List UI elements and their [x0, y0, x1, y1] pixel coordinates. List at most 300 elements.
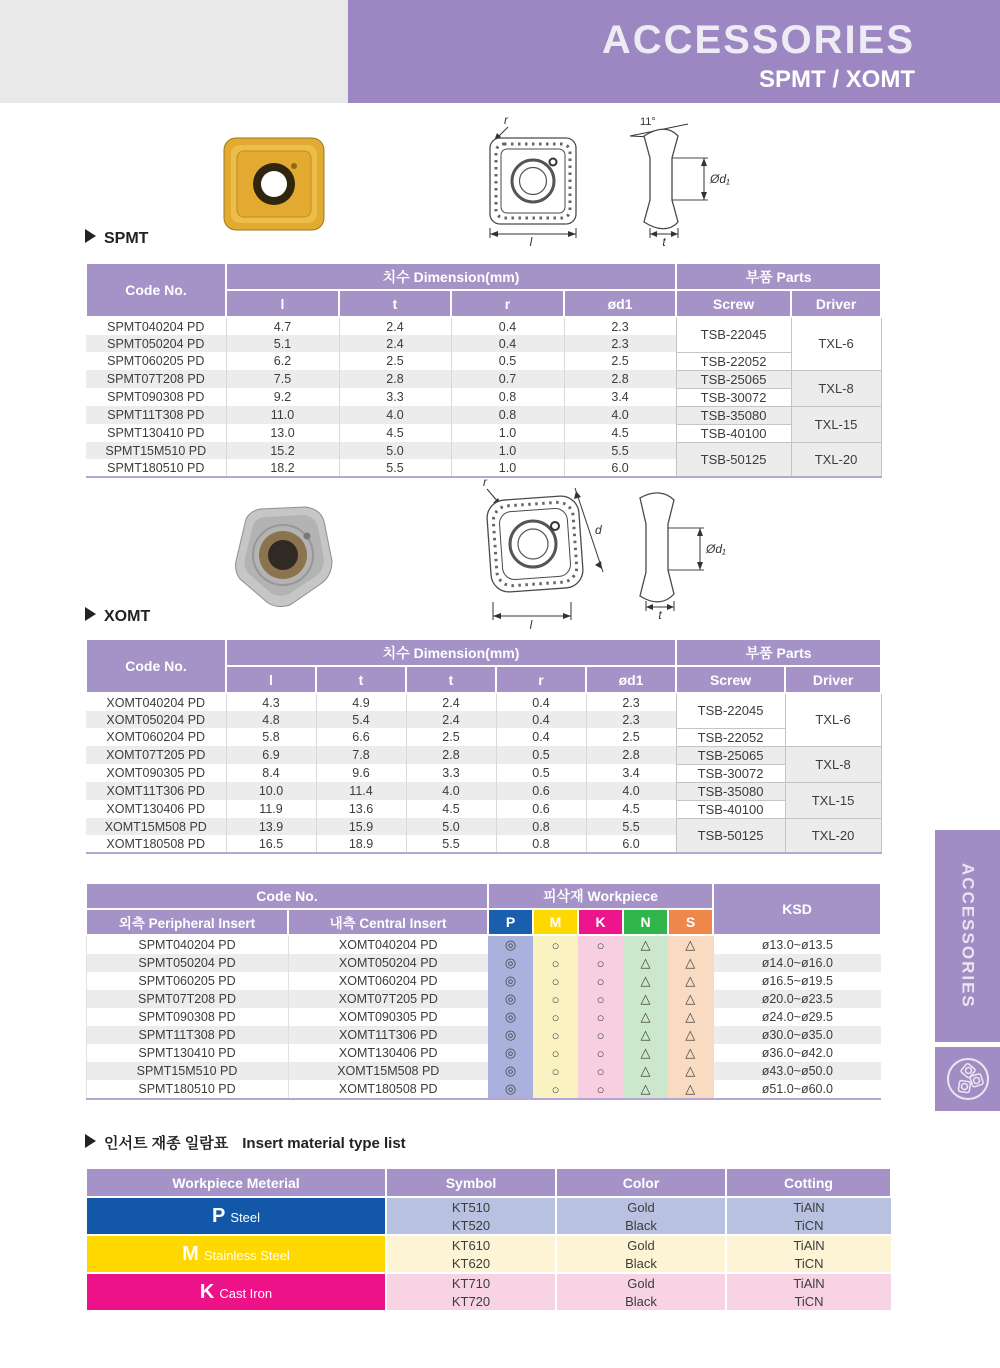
- dimension-cell: 18.2: [226, 459, 339, 477]
- compat-row: [86, 1008, 881, 1026]
- dimension-cell: 4.5: [406, 800, 496, 818]
- code-cell: XOMT050204 PD: [86, 711, 226, 728]
- mat-col-material: Workpiece Meterial: [86, 1168, 386, 1197]
- workpiece-mark-cell: △: [668, 1062, 713, 1080]
- workpiece-mark-cell: ◎: [488, 935, 533, 954]
- dimension-cell: 6.2: [226, 352, 339, 370]
- dimension-cell: 7.5: [226, 370, 339, 388]
- code-cell: XOMT15M508 PD: [86, 818, 226, 835]
- xomt-top-view-drawing: [455, 472, 610, 632]
- material-symbol: K: [199, 1280, 215, 1303]
- compat-row: [86, 935, 881, 954]
- dim-label-r: r: [483, 475, 487, 489]
- peripheral-insert-cell: SPMT050204 PD: [86, 954, 288, 972]
- compatibility-table: [85, 882, 882, 1100]
- dimension-cell: 0.8: [496, 818, 586, 835]
- dimension-cell: 1.0: [451, 459, 564, 477]
- workpiece-mark-cell: △: [623, 1080, 668, 1099]
- xomt-col-od1: ød1: [586, 666, 676, 693]
- compat-col-code: Code No.: [86, 883, 488, 909]
- material-cell: [86, 1197, 386, 1235]
- compat-row: [86, 972, 881, 990]
- compat-row: [86, 1026, 881, 1044]
- xomt-col-t2: t: [406, 666, 496, 693]
- driver-cell: TXL-8: [791, 370, 881, 406]
- workpiece-mark-cell: △: [668, 972, 713, 990]
- workpiece-mark-cell: △: [623, 954, 668, 972]
- workpiece-mark-cell: ○: [533, 1026, 578, 1044]
- dimension-cell: 5.0: [339, 442, 451, 459]
- section-marker-icon: [85, 229, 96, 243]
- dimension-cell: 2.8: [564, 370, 676, 388]
- code-cell: XOMT130406 PD: [106, 802, 206, 816]
- dimension-cell: 1.0: [451, 424, 564, 442]
- code-cell: XOMT07T205 PD: [86, 746, 226, 764]
- screw-cell: TSB-25065: [676, 746, 785, 764]
- ksd-cell: ø36.0~ø42.0: [713, 1044, 881, 1062]
- ksd-cell: ø24.0~ø29.5: [713, 1008, 881, 1026]
- compat-row: [86, 1062, 881, 1080]
- dimension-cell: 13.9: [226, 818, 316, 835]
- spmt-col-code: Code No.: [86, 263, 226, 317]
- dimension-cell: 2.8: [339, 370, 451, 388]
- peripheral-insert-cell: SPMT180510 PD: [86, 1080, 288, 1099]
- workpiece-mark-cell: ◎: [488, 1080, 533, 1099]
- screw-cell: TSB-35080: [676, 782, 785, 800]
- dimension-cell: 0.6: [496, 782, 586, 800]
- dimension-cell: 0.8: [451, 406, 564, 424]
- central-insert-cell: XOMT130406 PD: [288, 1044, 488, 1062]
- color-cell: Black: [556, 1292, 726, 1310]
- screws-circle-icon: [935, 1047, 1000, 1111]
- dimension-cell: 18.9: [316, 835, 406, 853]
- section-marker-icon: [85, 1134, 96, 1148]
- material-name: Cast Iron: [219, 1285, 273, 1301]
- workpiece-mark-cell: △: [623, 972, 668, 990]
- spmt-section-label: SPMT: [85, 229, 148, 248]
- dimension-cell: 11.9: [226, 800, 316, 818]
- peripheral-insert-cell: SPMT11T308 PD: [86, 1026, 288, 1044]
- dim-label-angle: 11°: [640, 116, 656, 128]
- dimension-cell: 2.4: [406, 693, 496, 711]
- workpiece-mark-cell: ○: [578, 954, 623, 972]
- dimension-cell: 13.6: [316, 800, 406, 818]
- central-insert-cell: XOMT060204 PD: [288, 972, 488, 990]
- dimension-cell: 5.5: [586, 818, 676, 835]
- workpiece-mark-cell: △: [668, 1044, 713, 1062]
- driver-cell: TXL-15: [791, 406, 881, 442]
- workpiece-mark-cell: ○: [533, 990, 578, 1008]
- spmt-col-l: l: [226, 290, 339, 317]
- workpiece-mark-cell: ◎: [488, 990, 533, 1008]
- xomt-col-t1: t: [316, 666, 406, 693]
- materials-section-label-en: Insert material type list: [242, 1135, 406, 1152]
- dimension-cell: 7.8: [316, 746, 406, 764]
- xomt-insert-photo: [222, 495, 342, 617]
- workpiece-mark-cell: ○: [578, 1062, 623, 1080]
- xomt-row: [86, 764, 881, 782]
- workpiece-mark-cell: △: [668, 935, 713, 954]
- xomt-col-l: l: [226, 666, 316, 693]
- dimension-cell: 2.4: [339, 335, 451, 352]
- workpiece-mark-cell: △: [623, 935, 668, 954]
- xomt-col-code: Code No.: [86, 639, 226, 693]
- workpiece-mark-cell: ○: [533, 1008, 578, 1026]
- code-cell: SPMT040204 PD: [107, 319, 205, 334]
- workpiece-mark-cell: ◎: [488, 972, 533, 990]
- workpiece-mark-cell: ○: [578, 1026, 623, 1044]
- peripheral-insert-cell: SPMT07T208 PD: [86, 990, 288, 1008]
- workpiece-mark-cell: ○: [578, 1080, 623, 1099]
- screw-cell: TSB-40100: [676, 800, 785, 818]
- screw-cell: TSB-30072: [676, 764, 785, 782]
- spmt-row: [86, 424, 881, 442]
- driver-cell: TXL-6: [791, 317, 881, 370]
- dimension-cell: 4.5: [339, 424, 451, 442]
- dimension-cell: 6.0: [564, 459, 676, 477]
- mat-col-color: Color: [556, 1168, 726, 1197]
- spmt-col-od1: ød1: [564, 290, 676, 317]
- color-cell: Black: [556, 1254, 726, 1273]
- spmt-row: [86, 317, 881, 335]
- central-insert-cell: XOMT040204 PD: [288, 935, 488, 954]
- materials-table: [85, 1167, 892, 1310]
- xomt-row: [86, 746, 881, 764]
- dimension-cell: 4.5: [564, 424, 676, 442]
- dimension-cell: 2.5: [564, 352, 676, 370]
- driver-cell: TXL-20: [785, 818, 881, 853]
- screw-cell: TSB-30072: [676, 388, 791, 406]
- xomt-col-parts: 부품 Parts: [676, 639, 881, 666]
- dimension-cell: 2.3: [586, 693, 676, 711]
- spmt-col-t: t: [339, 290, 451, 317]
- xomt-row: [86, 818, 881, 835]
- peripheral-insert-cell: SPMT040204 PD: [86, 935, 288, 954]
- workpiece-mark-cell: ○: [578, 1044, 623, 1062]
- dimension-cell: 4.9: [316, 693, 406, 711]
- screw-cell: TSB-40100: [676, 424, 791, 442]
- mat-col-cotting: Cotting: [726, 1168, 891, 1197]
- peripheral-insert-cell: SPMT15M510 PD: [86, 1062, 288, 1080]
- workpiece-col-n: N: [623, 909, 668, 935]
- ksd-cell: ø20.0~ø23.5: [713, 990, 881, 1008]
- cotting-cell: TiAlN: [726, 1235, 891, 1254]
- workpiece-mark-cell: ◎: [488, 954, 533, 972]
- material-name: Steel: [230, 1209, 260, 1225]
- central-insert-cell: XOMT15M508 PD: [288, 1062, 488, 1080]
- ksd-cell: ø14.0~ø16.0: [713, 954, 881, 972]
- spmt-col-driver: Driver: [791, 290, 881, 317]
- screw-cell: TSB-35080: [676, 406, 791, 424]
- central-insert-cell: XOMT180508 PD: [288, 1080, 488, 1099]
- dim-label-d: d: [595, 523, 602, 537]
- spmt-row: [86, 388, 881, 406]
- code-cell: SPMT07T208 PD: [86, 370, 226, 388]
- symbol-cell: KT720: [386, 1292, 556, 1310]
- dimension-cell: 6.6: [316, 728, 406, 746]
- workpiece-mark-cell: △: [668, 1026, 713, 1044]
- screw-cell: TSB-22045: [676, 317, 791, 352]
- dimension-cell: 0.7: [451, 370, 564, 388]
- code-cell: SPMT180510 PD: [107, 460, 205, 475]
- dimension-cell: 3.4: [564, 388, 676, 406]
- symbol-cell: KT520: [386, 1216, 556, 1235]
- dimension-cell: 13.0: [226, 424, 339, 442]
- dimension-cell: 4.0: [339, 406, 451, 424]
- workpiece-mark-cell: ○: [578, 972, 623, 990]
- compat-row: [86, 1044, 881, 1062]
- workpiece-mark-cell: △: [623, 1044, 668, 1062]
- dimension-cell: 2.8: [406, 746, 496, 764]
- spmt-table: [85, 262, 882, 478]
- driver-cell: TXL-6: [785, 693, 881, 746]
- compat-col-workpiece: 피삭재 Workpiece: [488, 883, 713, 909]
- dimension-cell: 5.0: [406, 818, 496, 835]
- dimension-cell: 2.4: [406, 711, 496, 728]
- dimension-cell: 11.4: [316, 782, 406, 800]
- spmt-row: [86, 370, 881, 388]
- dimension-cell: 4.5: [586, 800, 676, 818]
- screw-cell: TSB-22052: [676, 352, 791, 370]
- code-cell: XOMT11T306 PD: [86, 782, 226, 800]
- workpiece-mark-cell: ○: [533, 1062, 578, 1080]
- dimension-cell: 0.5: [496, 746, 586, 764]
- dimension-cell: 4.3: [226, 693, 316, 711]
- material-name: Stainless Steel: [203, 1247, 290, 1263]
- workpiece-mark-cell: ○: [533, 1080, 578, 1099]
- dimension-cell: 4.0: [406, 782, 496, 800]
- dim-label-t: t: [658, 608, 662, 620]
- dimension-cell: 0.8: [451, 388, 564, 406]
- cotting-cell: TiCN: [726, 1254, 891, 1273]
- dimension-cell: 2.3: [586, 711, 676, 728]
- material-symbol: P: [212, 1204, 226, 1227]
- spmt-col-parts: 부품 Parts: [676, 263, 881, 290]
- screw-cell: TSB-50125: [676, 818, 785, 853]
- code-cell: SPMT090308 PD: [107, 390, 205, 404]
- workpiece-col-m: M: [533, 909, 578, 935]
- dimension-cell: 10.0: [226, 782, 316, 800]
- material-row: [86, 1273, 891, 1292]
- dim-label-l: l: [529, 618, 533, 632]
- xomt-row: [86, 800, 881, 818]
- color-cell: Black: [556, 1216, 726, 1235]
- central-insert-cell: XOMT07T205 PD: [288, 990, 488, 1008]
- peripheral-insert-cell: SPMT130410 PD: [86, 1044, 288, 1062]
- dimension-cell: 0.5: [496, 764, 586, 782]
- ksd-cell: ø13.0~ø13.5: [713, 935, 881, 954]
- code-cell: SPMT130410 PD: [107, 426, 205, 440]
- xomt-row: [86, 693, 881, 711]
- material-row: [86, 1197, 891, 1216]
- ksd-cell: ø51.0~ø60.0: [713, 1080, 881, 1099]
- material-symbol: M: [182, 1242, 199, 1265]
- xomt-col-screw: Screw: [676, 666, 785, 693]
- workpiece-mark-cell: ◎: [488, 1062, 533, 1080]
- workpiece-col-s: S: [668, 909, 713, 935]
- workpiece-mark-cell: △: [668, 1008, 713, 1026]
- driver-cell: TXL-8: [785, 746, 881, 782]
- dimension-cell: 9.6: [316, 764, 406, 782]
- dimension-cell: 2.8: [586, 746, 676, 764]
- dimension-cell: 15.9: [316, 818, 406, 835]
- central-insert-cell: XOMT11T306 PD: [288, 1026, 488, 1044]
- dimension-cell: 3.3: [339, 388, 451, 406]
- dimension-cell: 2.4: [339, 317, 451, 335]
- dimension-cell: 6.9: [226, 746, 316, 764]
- dimension-cell: 2.5: [339, 352, 451, 370]
- workpiece-mark-cell: △: [623, 1026, 668, 1044]
- compat-row: [86, 990, 881, 1008]
- symbol-cell: KT510: [386, 1197, 556, 1216]
- workpiece-mark-cell: ◎: [488, 1008, 533, 1026]
- dimension-cell: 1.0: [451, 442, 564, 459]
- dimension-cell: 5.1: [226, 335, 339, 352]
- workpiece-col-k: K: [578, 909, 623, 935]
- side-tab-icon-block: [935, 1047, 1000, 1111]
- screw-cell: TSB-50125: [676, 442, 791, 477]
- dimension-cell: 0.4: [496, 711, 586, 728]
- spmt-col-screw: Screw: [676, 290, 791, 317]
- dimension-cell: 3.4: [586, 764, 676, 782]
- spmt-col-dimension: 치수 Dimension(mm): [226, 263, 676, 290]
- spmt-side-view-drawing: [612, 112, 734, 247]
- compat-row: [86, 1080, 881, 1099]
- compat-col-ksd: KSD: [713, 883, 881, 935]
- code-cell: XOMT180508 PD: [106, 836, 206, 851]
- header-band: [348, 0, 1000, 103]
- dimension-cell: 5.5: [406, 835, 496, 853]
- dimension-cell: 4.0: [564, 406, 676, 424]
- dimension-cell: 0.6: [496, 800, 586, 818]
- dim-label-l: l: [529, 235, 533, 247]
- workpiece-mark-cell: △: [623, 1062, 668, 1080]
- dimension-cell: 4.7: [226, 317, 339, 335]
- workpiece-mark-cell: ○: [578, 990, 623, 1008]
- dimension-cell: 2.5: [406, 728, 496, 746]
- xomt-side-view-drawing: [608, 480, 730, 620]
- page-title: ACCESSORIES: [601, 18, 915, 62]
- symbol-cell: KT620: [386, 1254, 556, 1273]
- dimension-cell: 4.0: [586, 782, 676, 800]
- dim-label-od1: Ød₁: [710, 172, 730, 186]
- dim-label-od1: Ød₁: [706, 542, 726, 556]
- dimension-cell: 8.4: [226, 764, 316, 782]
- screw-cell: TSB-25065: [676, 370, 791, 388]
- ksd-cell: ø30.0~ø35.0: [713, 1026, 881, 1044]
- code-cell: SPMT050204 PD: [86, 335, 226, 352]
- xomt-col-driver: Driver: [785, 666, 881, 693]
- page-subtitle: SPMT / XOMT: [759, 66, 915, 93]
- workpiece-mark-cell: ○: [533, 935, 578, 954]
- spmt-row: [86, 442, 881, 459]
- dimension-cell: 0.5: [451, 352, 564, 370]
- symbol-cell: KT610: [386, 1235, 556, 1254]
- compat-row: [86, 954, 881, 972]
- material-cell: [86, 1235, 386, 1273]
- color-cell: Gold: [556, 1273, 726, 1292]
- xomt-section-label: XOMT: [85, 607, 150, 626]
- dimension-cell: 5.8: [226, 728, 316, 746]
- driver-cell: TXL-15: [785, 782, 881, 818]
- dimension-cell: 2.3: [564, 317, 676, 335]
- material-row: [86, 1235, 891, 1254]
- central-insert-cell: XOMT050204 PD: [288, 954, 488, 972]
- dimension-cell: 2.3: [564, 335, 676, 352]
- cotting-cell: TiCN: [726, 1216, 891, 1235]
- peripheral-insert-cell: SPMT060205 PD: [86, 972, 288, 990]
- code-cell: XOMT090305 PD: [106, 766, 206, 780]
- workpiece-mark-cell: △: [668, 990, 713, 1008]
- peripheral-insert-cell: SPMT090308 PD: [86, 1008, 288, 1026]
- dimension-cell: 0.4: [496, 728, 586, 746]
- workpiece-mark-cell: △: [668, 954, 713, 972]
- mat-col-symbol: Symbol: [386, 1168, 556, 1197]
- dimension-cell: 0.8: [496, 835, 586, 853]
- dimension-cell: 0.4: [451, 335, 564, 352]
- dimension-cell: 5.4: [316, 711, 406, 728]
- spmt-row: [86, 352, 881, 370]
- color-cell: Gold: [556, 1197, 726, 1216]
- central-insert-cell: XOMT090305 PD: [288, 1008, 488, 1026]
- cotting-cell: TiAlN: [726, 1273, 891, 1292]
- workpiece-mark-cell: ○: [533, 1044, 578, 1062]
- workpiece-mark-cell: ○: [533, 972, 578, 990]
- driver-cell: TXL-20: [791, 442, 881, 477]
- xomt-row: [86, 728, 881, 746]
- dimension-cell: 9.2: [226, 388, 339, 406]
- side-tab-label: ACCESSORIES: [958, 863, 978, 1009]
- workpiece-mark-cell: △: [623, 990, 668, 1008]
- workpiece-mark-cell: ○: [578, 935, 623, 954]
- workpiece-mark-cell: ○: [578, 1008, 623, 1026]
- symbol-cell: KT710: [386, 1273, 556, 1292]
- dimension-cell: 5.5: [339, 459, 451, 477]
- dimension-cell: 0.4: [451, 317, 564, 335]
- materials-section-label: 인서트 재종 일람표 Insert material type list: [85, 1132, 406, 1153]
- dim-label-r: r: [504, 113, 508, 127]
- ksd-cell: ø43.0~ø50.0: [713, 1062, 881, 1080]
- dimension-cell: 16.5: [226, 835, 316, 853]
- xomt-col-r: r: [496, 666, 586, 693]
- dimension-cell: 4.8: [226, 711, 316, 728]
- color-cell: Gold: [556, 1235, 726, 1254]
- dimension-cell: 15.2: [226, 442, 339, 459]
- dimension-cell: 2.5: [586, 728, 676, 746]
- xomt-row: [86, 782, 881, 800]
- code-cell: SPMT060205 PD: [107, 354, 205, 368]
- ksd-cell: ø16.5~ø19.5: [713, 972, 881, 990]
- workpiece-mark-cell: ◎: [488, 1026, 533, 1044]
- workpiece-mark-cell: ◎: [488, 1044, 533, 1062]
- spmt-top-view-drawing: [470, 112, 595, 247]
- side-tab-accessories[interactable]: [935, 830, 1000, 1042]
- workpiece-mark-cell: △: [668, 1080, 713, 1099]
- dimension-cell: 11.0: [226, 406, 339, 424]
- code-cell: XOMT040204 PD: [106, 695, 206, 710]
- spmt-row: [86, 406, 881, 424]
- cotting-cell: TiCN: [726, 1292, 891, 1310]
- compat-col-central: 내측 Central Insert: [288, 909, 488, 935]
- compat-col-peripheral: 외측 Peripheral Insert: [86, 909, 288, 935]
- corner-block: [0, 0, 348, 103]
- section-marker-icon: [85, 607, 96, 621]
- workpiece-mark-cell: ○: [533, 954, 578, 972]
- dimension-cell: 3.3: [406, 764, 496, 782]
- screw-cell: TSB-22045: [676, 693, 785, 728]
- xomt-table: [85, 638, 882, 854]
- spmt-col-r: r: [451, 290, 564, 317]
